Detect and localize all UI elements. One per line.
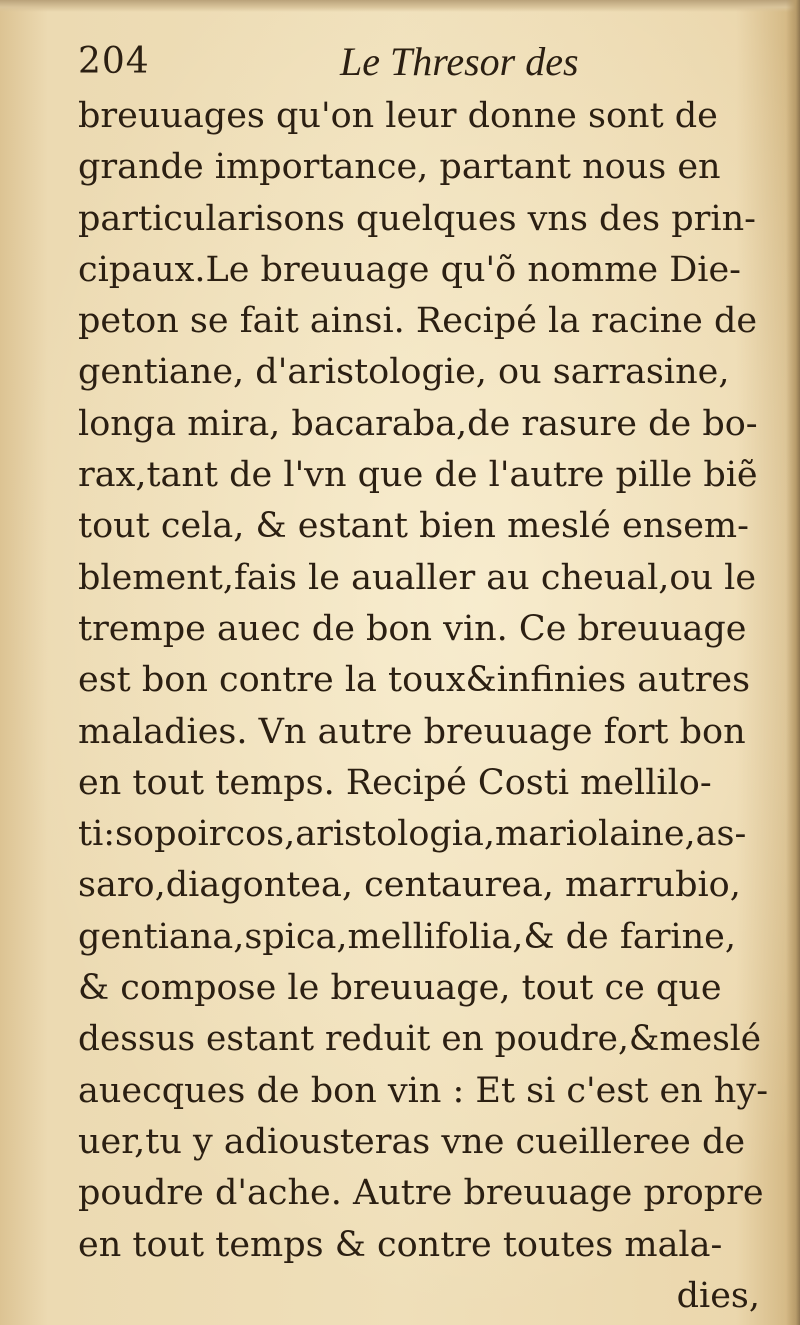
page-top-edge bbox=[0, 0, 800, 12]
text-line: en tout temps. Recipé Costi mellilo- bbox=[78, 762, 712, 803]
text-line: grande importance, partant nous en bbox=[78, 147, 721, 188]
text-line: blement,fais le aualler au cheual,ou le bbox=[78, 557, 757, 598]
text-line: est bon contre la toux&infinies autres bbox=[78, 660, 751, 701]
text-line: peton se fait ainsi. Recipé la racine de bbox=[78, 301, 758, 342]
page-number: 204 bbox=[78, 41, 150, 82]
running-title: Le Thresor des bbox=[340, 39, 579, 84]
text-line: rax,tant de l'vn que de l'autre pille biẽ bbox=[78, 455, 758, 496]
text-line: saro,diagontea, centaurea, marrubio, bbox=[78, 865, 741, 906]
text-line: breuuages qu'on leur donne sont de bbox=[78, 96, 718, 136]
text-line: cipaux.Le breuuage qu'õ nomme Die- bbox=[78, 249, 741, 290]
text-line: particularisons quelques vns des prin- bbox=[78, 198, 756, 239]
text-line: ti:sopoircos,aristologia,mariolaine,as- bbox=[78, 814, 747, 855]
text-line: poudre d'ache. Autre breuuage propre bbox=[78, 1173, 764, 1214]
text-line: gentiane, d'aristologie, ou sarrasine, bbox=[78, 352, 730, 393]
text-line-catchword: dies, bbox=[676, 1275, 760, 1316]
text-line: & compose le breuuage, tout ce que bbox=[78, 968, 722, 1009]
text-line: maladies. Vn autre breuuage fort bon bbox=[78, 711, 746, 752]
text-line: longa mira, bacaraba,de rasure de bo- bbox=[78, 403, 758, 444]
text-line: auecques de bon vin : Et si c'est en hy- bbox=[78, 1070, 769, 1111]
text-line: gentiana,spica,mellifolia,& de farine, bbox=[78, 916, 737, 957]
text-line: tout cela, & estant bien meslé ensem- bbox=[78, 506, 749, 547]
text-line: trempe auec de bon vin. Ce breuuage bbox=[78, 608, 747, 649]
text-line: dessus estant reduit en poudre,&meslé bbox=[78, 1019, 762, 1060]
page-gutter-shadow bbox=[786, 0, 800, 1325]
body-text bbox=[78, 91, 768, 1322]
text-line: en tout temps & contre toutes mala- bbox=[78, 1224, 723, 1265]
text-line: uer,tu y adiousteras vne cueilleree de bbox=[78, 1121, 746, 1162]
page-header bbox=[78, 36, 778, 88]
